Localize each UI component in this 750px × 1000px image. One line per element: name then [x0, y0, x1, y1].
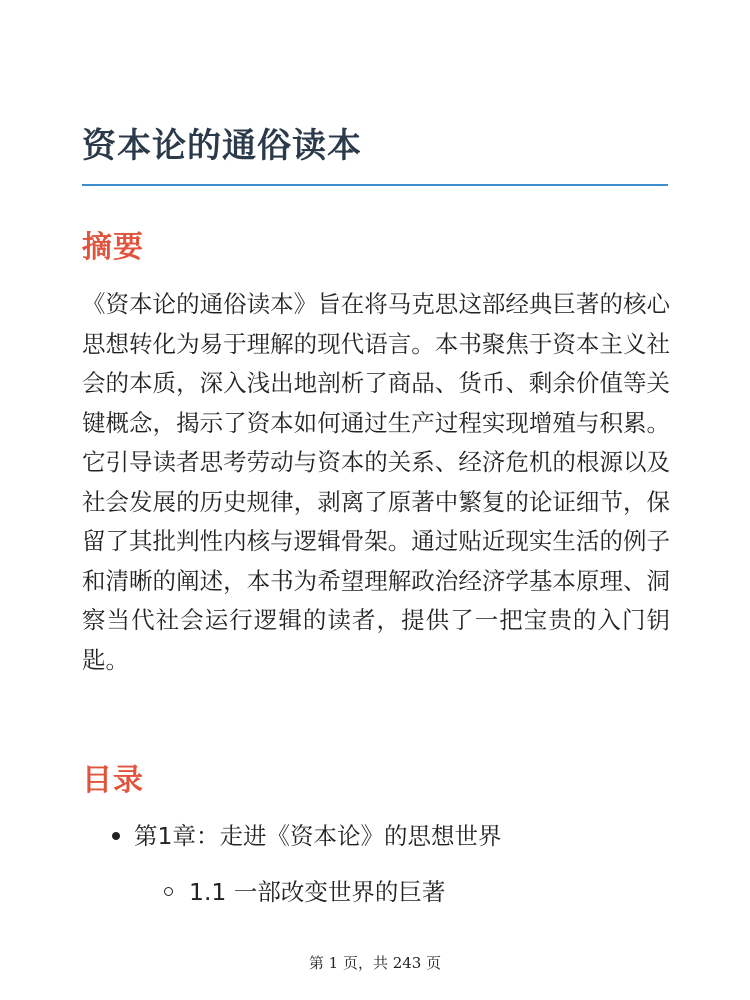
- page-number: 第 1 页，共 243 页: [308, 954, 442, 972]
- title-divider: [82, 184, 668, 186]
- bullet-icon: [112, 832, 120, 840]
- circle-bullet-icon: [164, 887, 173, 896]
- toc-section-label: 1.1 一部改变世界的巨著: [189, 878, 446, 906]
- document-title: 资本论的通俗读本: [82, 126, 362, 166]
- abstract-paragraph: 《资本论的通俗读本》旨在将马克思这部经典巨著的核心思想转化为易于理解的现代语言。本书聚焦于资本主义社会的本质，深入浅出地剖析了商品、货币、剩余价值等关键概念，揭示了资本如何通过生产过程实现增殖与积累。它引导读者思考劳动与资本的关系、经济危机的根源以及社会发展的历史规律，剥离了原著中繁复的论证细节，保留了其批判性内核与逻辑骨架。通过贴近现实生活的例子和清晰的阐述，本书为希望理解政治经济学基本原理、洞察当代社会运行逻辑的读者，提供了一把宝贵的入门钥匙。: [82, 290, 670, 674]
- toc-chapter-label: 第1章：走进《资本论》的思想世界: [134, 822, 502, 850]
- toc-chapter-item[interactable]: [112, 818, 501, 854]
- toc-section-item[interactable]: [164, 874, 445, 910]
- toc-heading: 目录: [82, 763, 144, 798]
- abstract-heading: 摘要: [82, 230, 144, 265]
